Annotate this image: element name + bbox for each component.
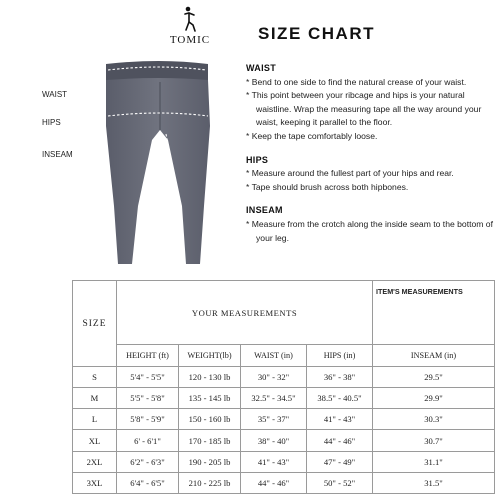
inseam-cell: 29.5" [373,367,495,388]
runner-figure-icon [182,6,198,32]
height-cell: 6'2" - 6'3" [117,451,179,472]
waist-bullet-3: * Keep the tape comfortably loose. [246,130,378,141]
brand-name: TOMIC [169,34,211,46]
hips-bullet-1: * Measure around the fullest part of your hips and rear. [246,168,454,179]
size-table [72,280,495,494]
inseam-cell: 30.3" [373,409,495,430]
hips-cell: 44" - 46" [307,430,373,451]
waist-label: WAIST [42,90,68,99]
leggings-illustration [100,56,220,272]
waist-bullet-1: * Bend to one side to find the natural crease of your waist. [246,76,467,87]
table-header-row [73,281,495,345]
size-cell: L [73,409,117,430]
table-subheader-row [73,345,495,367]
brand-logo [150,6,230,46]
inseam-cell: 31.1" [373,451,495,472]
table-row [73,367,495,388]
size-header: SIZE [73,281,117,367]
size-cell: XL [73,430,117,451]
hips-cell: 47" - 49" [307,451,373,472]
hips-cell: 41" - 43" [307,409,373,430]
waist-cell: 44" - 46" [241,472,307,493]
weight-cell: 190 - 205 lb [179,451,241,472]
weight-cell: 210 - 225 lb [179,472,241,493]
size-cell: S [73,367,117,388]
measurement-instructions [246,62,496,245]
height-cell: 6' - 6'1" [117,430,179,451]
inseam-cell: 29.9" [373,388,495,409]
table-row [73,430,495,451]
size-cell: 3XL [73,472,117,493]
your-measurements-header: YOUR MEASUREMENTS [117,281,373,345]
height-cell: 6'4" - 6'5" [117,472,179,493]
col-header-hips: HIPS (in) [307,345,373,367]
hips-cell: 36" - 38" [307,367,373,388]
waist-heading: WAIST [246,63,276,73]
weight-cell: 150 - 160 lb [179,409,241,430]
waist-cell: 41" - 43" [241,451,307,472]
inseam-bullet-1: * Measure from the crotch along the inside seam to the bottom of your leg. [246,218,493,243]
hips-cell: 38.5" - 40.5" [307,388,373,409]
waist-cell: 32.5" - 34.5" [241,388,307,409]
weight-cell: 170 - 185 lb [179,430,241,451]
table-row [73,472,495,493]
col-header-waist: WAIST (in) [241,345,307,367]
height-cell: 5'4" - 5'5" [117,367,179,388]
waist-cell: 30" - 32" [241,367,307,388]
height-cell: 5'8" - 5'9" [117,409,179,430]
hips-cell: 50" - 52" [307,472,373,493]
inseam-cell: 30.7" [373,430,495,451]
waist-bullet-2: * This point between your ribcage and hips is your natural waistline. Wrap the measuring tape all the way around your waist, keeping it parallel to the floor. [246,90,482,128]
col-header-weight: WEIGHT(lb) [179,345,241,367]
page-title: SIZE CHART [258,24,375,43]
hips-label: HIPS [42,118,61,127]
height-cell: 5'5" - 5'8" [117,388,179,409]
waist-cell: 35" - 37" [241,409,307,430]
inseam-label: INSEAM [42,150,73,159]
table-row [73,409,495,430]
table-row [73,451,495,472]
size-cell: 2XL [73,451,117,472]
col-header-inseam: INSEAM (in) [373,345,495,367]
waist-cell: 38" - 40" [241,430,307,451]
items-measurements-header: ITEM'S MEASUREMENTS [373,281,495,345]
inseam-cell: 31.5" [373,472,495,493]
inseam-heading: INSEAM [246,205,283,216]
table-row [73,388,495,409]
col-header-height: HEIGHT (ft) [117,345,179,367]
hips-heading: HIPS [246,154,269,165]
weight-cell: 120 - 130 lb [179,367,241,388]
weight-cell: 135 - 145 lb [179,388,241,409]
size-cell: M [73,388,117,409]
hips-bullet-2: * Tape should brush across both hipbones. [246,181,409,192]
